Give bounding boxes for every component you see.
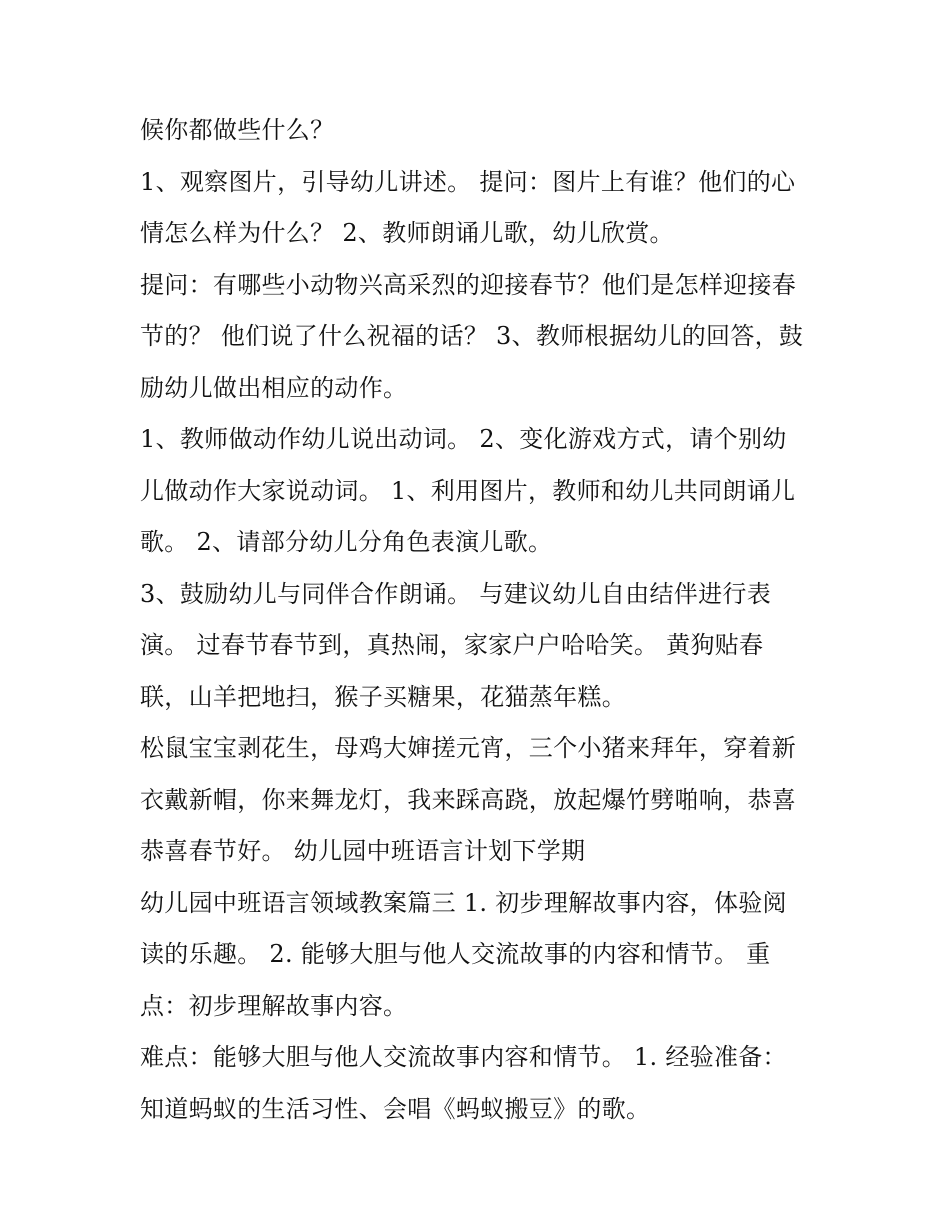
text-line: 衣戴新帽，你来舞龙灯，我来踩高跷，放起爆竹劈啪响，恭喜 xyxy=(140,785,797,814)
text-line: 1、观察图片，引导幼儿讲述。 提问：图片上有谁？他们的心 xyxy=(140,167,796,196)
text-line: 节的？ 他们说了什么祝福的话？ 3、教师根据幼儿的回答，鼓 xyxy=(140,322,804,350)
text-line: 恭喜春节好。 幼儿园中班语言计划下学期 xyxy=(140,837,586,865)
text-line: 演。 过春节春节到，真热闹，家家户户哈哈笑。 黄狗贴春 xyxy=(140,631,764,659)
text-line: 联，山羊把地扫，猴子买糖果，花猫蒸年糕。 xyxy=(140,682,626,711)
text-line: 松鼠宝宝剥花生，母鸡大婶搓元宵，三个小猪来拜年，穿着新 xyxy=(140,734,797,762)
text-line: 点：初步理解故事内容。 xyxy=(140,991,408,1020)
text-line: 幼儿园中班语言领域教案篇三 1. 初步理解故事内容，体验阅 xyxy=(140,888,787,917)
text-line: 情怎么样为什么？ 2、教师朗诵儿歌，幼儿欣赏。 xyxy=(140,219,674,247)
text-line: 歌。 2、请部分幼儿分角色表演儿歌。 xyxy=(140,528,553,556)
document-body xyxy=(140,105,830,1135)
text-line: 难点：能够大胆与他人交流故事内容和情节。 1. 经验准备： xyxy=(140,1043,787,1071)
text-line: 读的乐趣。 2. 能够大胆与他人交流故事的内容和情节。 重 xyxy=(140,940,771,968)
text-line: 提问：有哪些小动物兴高采烈的迎接春节？他们是怎样迎接春 xyxy=(140,270,797,299)
text-line: 3、鼓励幼儿与同伴合作朗诵。 与建议幼儿自由结伴进行表 xyxy=(140,579,771,608)
text-line: 儿做动作大家说动词。 1、利用图片，教师和幼儿共同朗诵儿 xyxy=(140,476,796,505)
text-line: 候你都做些什么？ xyxy=(140,116,335,144)
text-line: 知道蚂蚁的生活习性、会唱《蚂蚁搬豆》的歌。 xyxy=(140,1094,651,1123)
text-line: 1、教师做动作幼儿说出动词。 2、变化游戏方式，请个别幼 xyxy=(140,425,787,453)
text-line: 励幼儿做出相应的动作。 xyxy=(140,373,408,402)
